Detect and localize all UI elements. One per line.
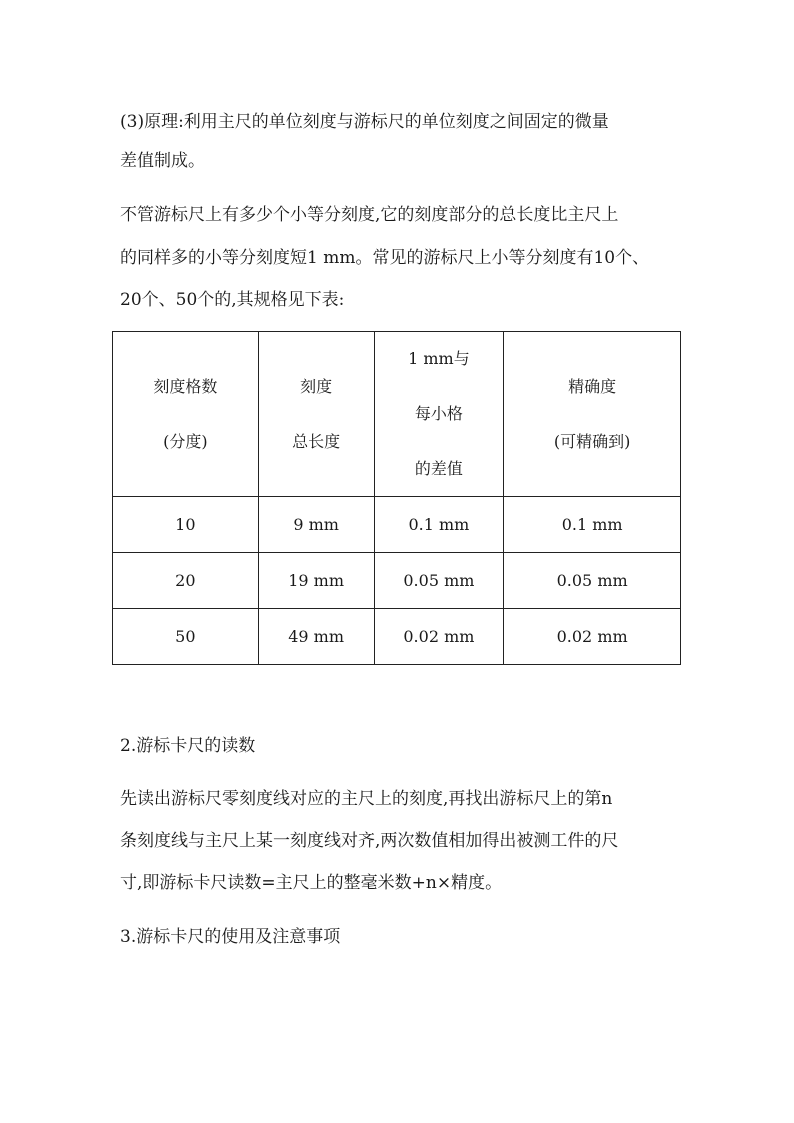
- table-cell-difference: 0.05 mm: [374, 553, 504, 609]
- table-cell-total-length: 19 mm: [258, 553, 374, 609]
- intro-line-3: 20个、50个的,其规格见下表:: [120, 290, 345, 310]
- section2-line-1: 先读出游标尺零刻度线对应的主尺上的刻度,再找出游标尺上的第n: [120, 789, 613, 809]
- table-row: [113, 553, 681, 609]
- principle-line-2: 差值制成。: [120, 151, 205, 171]
- header-cell-divisions: 刻度格数 (分度): [113, 332, 259, 497]
- header-cell-difference: 1 mm与 每小格 的差值: [374, 332, 504, 497]
- table-cell-difference: 0.02 mm: [374, 609, 504, 665]
- section2-heading: 2.游标卡尺的读数: [120, 736, 256, 756]
- table-cell-difference: 0.1 mm: [374, 497, 504, 553]
- table-cell-divisions: 20: [113, 553, 259, 609]
- section3-heading: 3.游标卡尺的使用及注意事项: [120, 927, 341, 947]
- table-cell-total-length: 9 mm: [258, 497, 374, 553]
- table-row: [113, 609, 681, 665]
- table-cell-total-length: 49 mm: [258, 609, 374, 665]
- header-cell-total-length: 刻度 总长度: [258, 332, 374, 497]
- intro-line-1: 不管游标尺上有多少个小等分刻度,它的刻度部分的总长度比主尺上: [120, 205, 619, 225]
- section2-line-2: 条刻度线与主尺上某一刻度线对齐,两次数值相加得出被测工件的尺: [120, 831, 619, 851]
- table-cell-precision: 0.05 mm: [504, 553, 681, 609]
- table-row: [113, 497, 681, 553]
- principle-line-1: (3)原理:利用主尺的单位刻度与游标尺的单位刻度之间固定的微量: [120, 112, 609, 132]
- table-cell-divisions: 10: [113, 497, 259, 553]
- table-cell-precision: 0.02 mm: [504, 609, 681, 665]
- intro-line-2: 的同样多的小等分刻度短1 mm。常见的游标尺上小等分刻度有10个、: [120, 248, 650, 268]
- section2-line-3: 寸,即游标卡尺读数=主尺上的整毫米数+n×精度。: [120, 873, 503, 893]
- header-cell-precision: 精确度 (可精确到): [504, 332, 681, 497]
- vernier-spec-table: [112, 331, 681, 665]
- table-header-row: [113, 332, 681, 497]
- table-cell-precision: 0.1 mm: [504, 497, 681, 553]
- table-cell-divisions: 50: [113, 609, 259, 665]
